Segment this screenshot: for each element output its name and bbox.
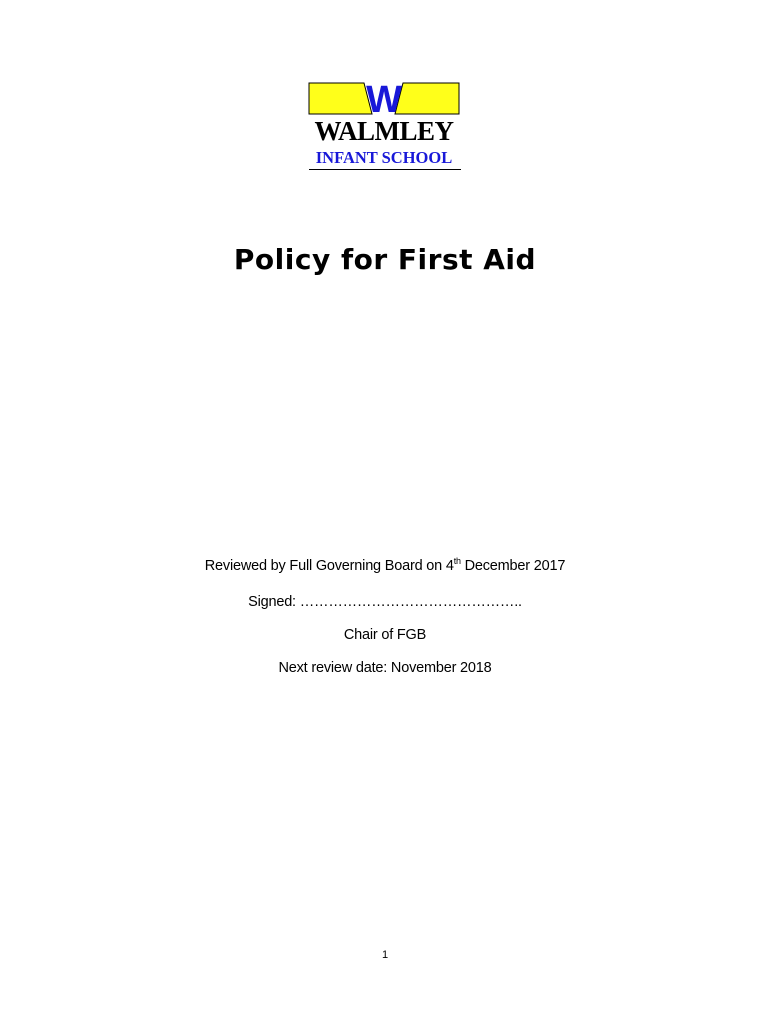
next-review-date: Next review date: November 2018 xyxy=(278,660,492,676)
logo-banner xyxy=(305,80,463,116)
review-date-ordinal: th xyxy=(453,556,461,567)
signatory-role: Chair of FGB xyxy=(343,627,427,643)
review-statement-suffix: December 2017 xyxy=(460,558,566,574)
logo-left-panel xyxy=(309,83,372,114)
review-statement xyxy=(0,556,770,576)
page-number: 1 xyxy=(381,949,389,961)
logo-underline xyxy=(309,169,461,170)
logo-letter: W xyxy=(366,80,402,116)
logo-school-name: WALMLEY xyxy=(314,116,454,146)
signature-line: Signed: ……………………………………….. xyxy=(248,594,522,610)
school-logo xyxy=(305,80,463,172)
logo-right-panel xyxy=(395,83,459,114)
logo-school-subtitle: INFANT SCHOOL xyxy=(315,148,453,167)
review-statement-prefix: Reviewed by Full Governing Board on 4 xyxy=(204,558,454,574)
document-title: Policy for First Aid xyxy=(233,243,537,276)
